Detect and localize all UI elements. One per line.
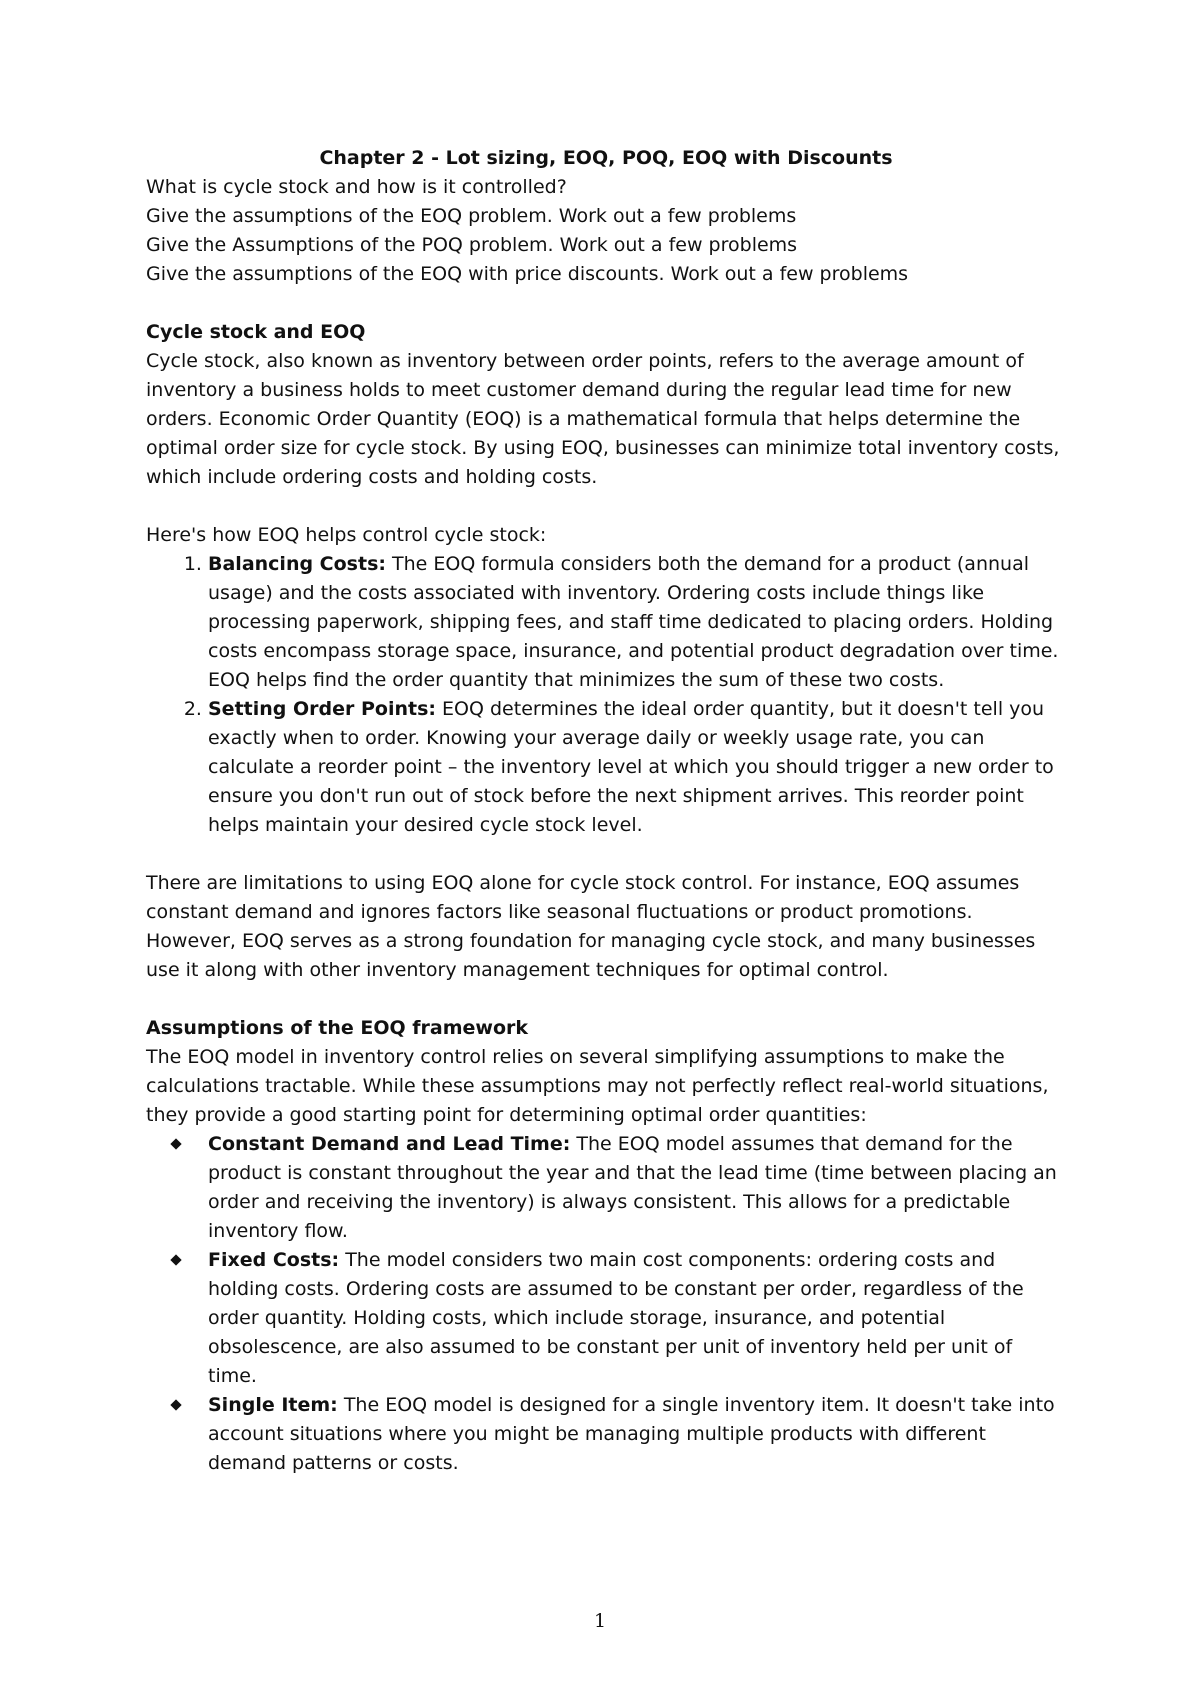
section-paragraph: There are limitations to using EOQ alone for cycle stock control. For instance, EOQ assumes constant demand and ignores factors like seasonal fluctuations or product promotions. However, EOQ serves as a strong foundation for managing cycle stock, and many businesses use it along with other inventory management techniques for optimal control. <box>146 872 1036 981</box>
list-item-text: EOQ determines the ideal order quantity, but it doesn't tell you exactly when to order. Knowing your average daily or weekly usage rate, you can calculate a reorder point – the inventory level at which you should trigger a new order to ensure you don't run out of stock before the next shipment arrives. This reorder point helps maintain your desired cycle stock level. <box>208 698 1054 836</box>
spacer <box>146 985 1066 1014</box>
diamond-bullet-icon <box>170 1254 181 1265</box>
section-paragraph: The EOQ model in inventory control relies on several simplifying assumptions to make the calculations tractable. While these assumptions may not perfectly reflect real-world situations, they provide a good starting point for determining optimal order quantities: <box>146 1046 1049 1126</box>
document-body <box>146 144 1066 1478</box>
question-line: Give the assumptions of the EOQ problem. Work out a few problems <box>146 205 797 227</box>
diamond-bullet-icon <box>170 1138 181 1149</box>
list-item-text: The EOQ formula considers both the demand for a product (annual usage) and the costs associated with inventory. Ordering costs include things like processing paperwork, shipping fees, and staff time dedicated to placing orders. Holding costs encompass storage space, insurance, and potential product degradation over time. EOQ helps find the order quantity that minimizes the sum of these two costs. <box>208 553 1059 691</box>
list-item-label: Setting Order Points: <box>208 698 436 720</box>
spacer <box>146 289 1066 318</box>
list-item-label: Single Item: <box>208 1394 338 1416</box>
list-item-label: Balancing Costs: <box>208 553 386 575</box>
numbered-list <box>146 550 1066 840</box>
list-item-label: Fixed Costs: <box>208 1249 340 1271</box>
list-item-label: Constant Demand and Lead Time: <box>208 1133 571 1155</box>
list-item <box>208 1246 1066 1391</box>
list-item <box>208 695 1066 840</box>
section-heading-assumptions: Assumptions of the EOQ framework <box>146 1017 529 1039</box>
page-number: 1 <box>593 1610 607 1632</box>
bullet-list <box>146 1130 1066 1478</box>
question-line: What is cycle stock and how is it controlled? <box>146 176 567 198</box>
spacer <box>146 492 1066 521</box>
list-item-text: The EOQ model assumes that demand for the product is constant throughout the year and that the lead time (time between placing an order and receiving the inventory) is always consistent. This allows for a predictable inventory flow. <box>208 1133 1057 1242</box>
section-heading-cycle-stock: Cycle stock and EOQ <box>146 321 366 343</box>
question-line: Give the Assumptions of the POQ problem. Work out a few problems <box>146 234 798 256</box>
list-item <box>208 550 1066 695</box>
list-item-text: The model considers two main cost components: ordering costs and holding costs. Ordering costs are assumed to be constant per order, regardless of the order quantity. Holding costs, which include storage, insurance, and potential obsolescence, are also assumed to be constant per unit of inventory held per unit of time. <box>208 1249 1024 1387</box>
question-line: Give the assumptions of the EOQ with price discounts. Work out a few problems <box>146 263 909 285</box>
list-item <box>208 1391 1066 1478</box>
list-item <box>208 1130 1066 1246</box>
spacer <box>146 840 1066 869</box>
diamond-bullet-icon <box>170 1399 181 1410</box>
section-paragraph: Cycle stock, also known as inventory between order points, refers to the average amount of inventory a business holds to meet customer demand during the regular lead time for new orders. Economic Order Quantity (EOQ) is a mathematical formula that helps determine the optimal order size for cycle stock. By using EOQ, businesses can minimize total inventory costs, which include ordering costs and holding costs. <box>146 350 1060 488</box>
list-intro: Here's how EOQ helps control cycle stock: <box>146 524 547 546</box>
list-item-text: The EOQ model is designed for a single inventory item. It doesn't take into account situations where you might be managing multiple products with different demand patterns or costs. <box>208 1394 1055 1474</box>
document-title: Chapter 2 - Lot sizing, EOQ, POQ, EOQ with Discounts <box>319 147 893 169</box>
